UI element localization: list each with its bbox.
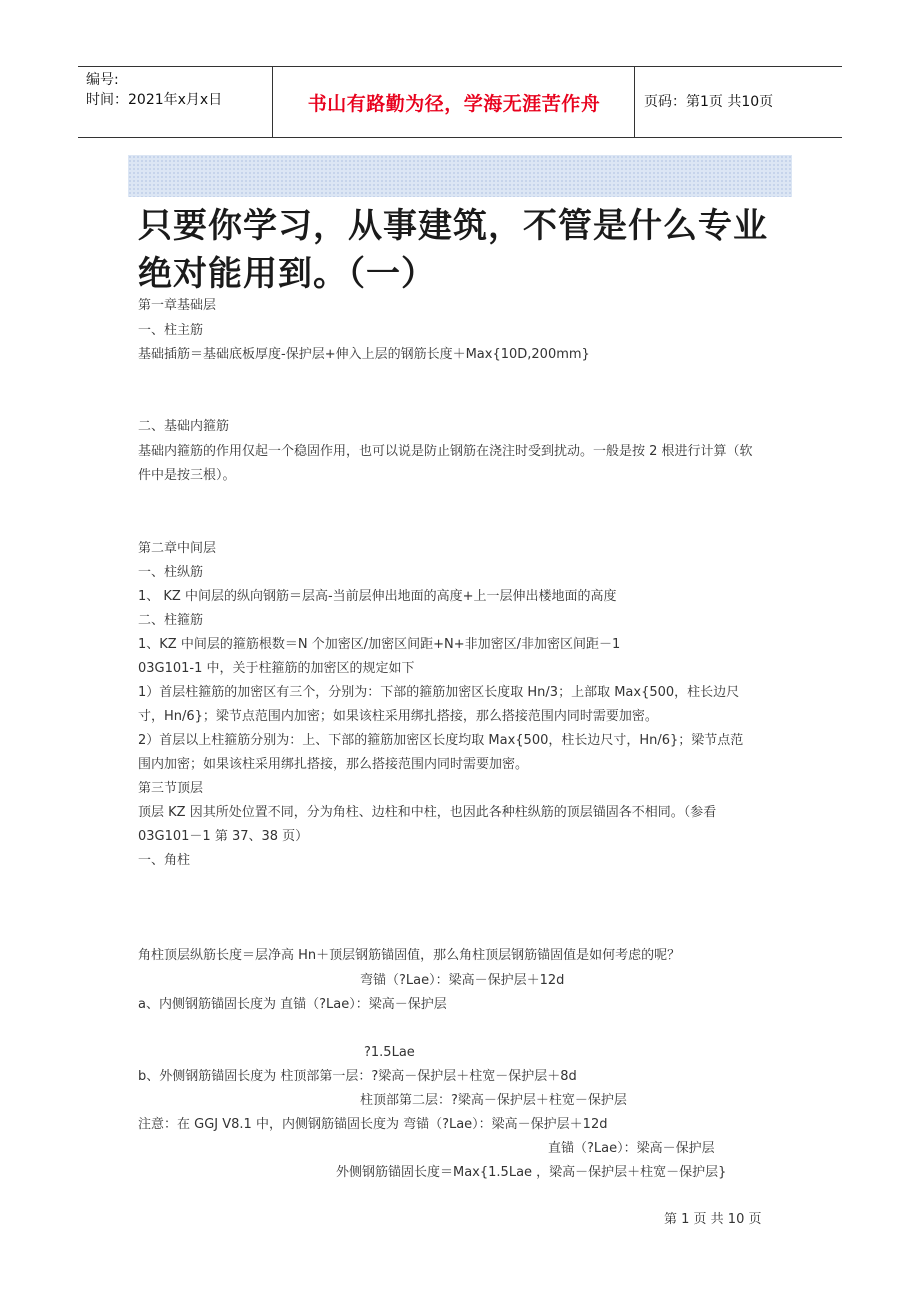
chapter-heading: 第三节顶层 bbox=[138, 781, 204, 796]
decorative-banner bbox=[128, 155, 792, 197]
paragraph-line: 2）首层以上柱箍筋分别为：上、下部的箍筋加密区长度均取 Max{500，柱长边尺寸，Hn/6}；梁节点范 bbox=[138, 733, 744, 748]
header-divider bbox=[272, 67, 273, 137]
formula-line: a、内侧钢筋锚固长度为 直锚（?Lae）：梁高－保护层 bbox=[138, 997, 447, 1012]
paragraph-line: 件中是按三根）。 bbox=[138, 468, 236, 483]
section-heading: 一、角柱 bbox=[138, 853, 191, 868]
section-heading: 一、柱主筋 bbox=[138, 323, 204, 338]
paragraph-line: 围内加密；如果该柱采用绑扎搭接，那么搭接范围内同时需要加密。 bbox=[138, 757, 529, 772]
header-meta bbox=[86, 70, 222, 110]
paragraph-line: 1、 KZ 中间层的纵向钢筋＝层高-当前层伸出地面的高度+上一层伸出楼地面的高度 bbox=[138, 589, 617, 604]
chapter-heading: 第二章中间层 bbox=[138, 541, 217, 556]
formula-line: 柱顶部第二层：?梁高－保护层＋柱宽－保护层 bbox=[360, 1093, 627, 1108]
formula-line: 弯锚（?Lae）：梁高－保护层＋12d bbox=[360, 973, 565, 988]
formula-line: ?1.5Lae bbox=[364, 1045, 415, 1060]
paragraph-line: 角柱顶层纵筋长度＝层净高 Hn＋顶层钢筋锚固值，那么角柱顶层钢筋锚固值是如何考虑的呢？ bbox=[138, 948, 681, 963]
paragraph-line: 顶层 KZ 因其所处位置不同，分为角柱、边柱和中柱，也因此各种柱纵筋的顶层锚固各不相同。（参看 bbox=[138, 805, 717, 820]
formula-line: 直锚（?Lae）：梁高－保护层 bbox=[548, 1141, 715, 1156]
paragraph-line: 基础插筋＝基础底板厚度-保护层+伸入上层的钢筋长度＋Max{10D,200mm} bbox=[138, 347, 590, 362]
section-heading: 一、柱纵筋 bbox=[138, 565, 204, 580]
document-title: 只要你学习，从事建筑，不管是什么专业绝对能用到。（一） bbox=[138, 206, 768, 294]
paragraph-line: 基础内箍筋的作用仅起一个稳固作用，也可以说是防止钢筋在浇注时受到扰动。一般是按 2 根进行计算（软 bbox=[138, 444, 753, 459]
section-heading: 二、柱箍筋 bbox=[138, 613, 204, 628]
header-page-info: 页码：第1页 共10页 bbox=[644, 94, 774, 110]
paragraph-line: 1）首层柱箍筋的加密区有三个，分别为：下部的箍筋加密区长度取 Hn/3；上部取 Max{500，柱长边尺 bbox=[138, 685, 740, 700]
section-heading: 二、基础内箍筋 bbox=[138, 419, 230, 434]
paragraph-line: 03G101－1 第 37、38 页） bbox=[138, 829, 309, 844]
number-label: 编号: bbox=[86, 72, 119, 88]
header-motto: 书山有路勤为径，学海无涯苦作舟 bbox=[307, 93, 601, 115]
time-label: 时间：2021年x月x日 bbox=[86, 92, 223, 108]
page-header bbox=[78, 66, 842, 138]
note-line: 注意：在 GGJ V8.1 中，内侧钢筋锚固长度为 弯锚（?Lae）：梁高－保护层＋12d bbox=[138, 1117, 608, 1132]
paragraph-line: 1、KZ 中间层的箍筋根数＝N 个加密区/加密区间距+N+非加密区/非加密区间距－1 bbox=[138, 637, 621, 652]
page-footer: 第 1 页 共 10 页 bbox=[664, 1212, 762, 1227]
formula-line: b、外侧钢筋锚固长度为 柱顶部第一层：?梁高－保护层＋柱宽－保护层＋8d bbox=[138, 1069, 577, 1084]
paragraph-line: 寸，Hn/6}；梁节点范围内加密；如果该柱采用绑扎搭接，那么搭接范围内同时需要加密。 bbox=[138, 709, 658, 724]
chapter-heading: 第一章基础层 bbox=[138, 298, 217, 313]
header-divider bbox=[634, 67, 635, 137]
paragraph-line: 03G101-1 中，关于柱箍筋的加密区的规定如下 bbox=[138, 661, 415, 676]
formula-line: 外侧钢筋锚固长度＝Max{1.5Lae ，梁高－保护层＋柱宽－保护层} bbox=[336, 1165, 727, 1180]
